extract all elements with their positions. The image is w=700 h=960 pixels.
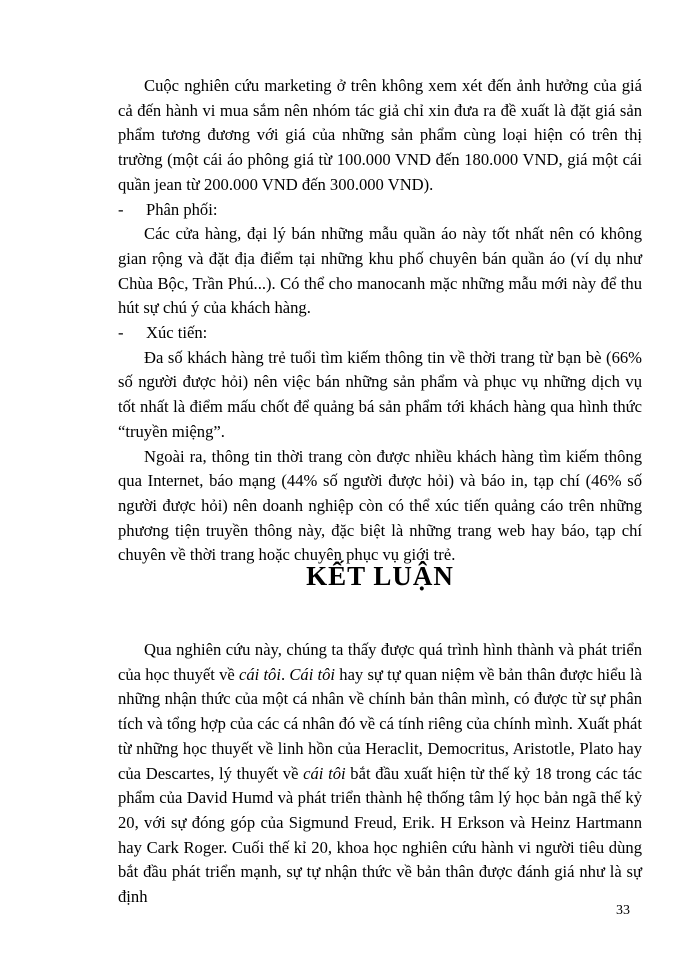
bullet-dash: - <box>118 199 124 219</box>
text-segment: Qua nghiên cứu này, chúng ta thấy được quá trình hình thành và phát triển của học thuyết về <box>118 640 642 684</box>
text-segment: hay sự tự quan niệm về bản thân được hiểu là những nhận thức của một cá nhân về chính bản thân mình, có được từ sự phân tích và tổng hợp của các cá nhân đó về cá tính riêng của chính mình. Xuất phát từ những học thuyết về linh hồn của Heraclit, Democritus, Aristotle, Plato hay của Descartes, lý thuyết về <box>118 664 642 783</box>
bullet-label: Phân phối: <box>146 199 218 219</box>
bullet-label: Xúc tiến: <box>146 323 208 343</box>
section-heading: KẾT LUẬN <box>306 561 454 591</box>
paragraph-conclusion <box>118 638 642 910</box>
emphasis-text: cái tôi <box>303 763 346 783</box>
emphasis-text: Cái tôi <box>289 664 336 684</box>
body-text-conclusion <box>118 638 642 910</box>
paragraph-promotion-media: Ngoài ra, thông tin thời trang còn được nhiều khách hàng tìm kiếm thông qua Internet, báo mạng (44% số người được hỏi) và báo in, tạp chí (46% số người được hỏi) nên doanh nghiệp còn có thể xúc tiến quảng cáo trên những phương tiện truyền thông này, đặc biệt là những trang web hay báo, tạp chí chuyên về thời trang hoặc chuyên phục vụ giới trẻ. <box>118 446 642 565</box>
paragraph-promotion-friends: Đa số khách hàng trẻ tuổi tìm kiếm thông tin về thời trang từ bạn bè (66% số người được hỏi) nên việc bán những sản phẩm và phục vụ những dịch vụ tốt nhất là điểm mấu chốt để quảng bá sản phẩm tới khách hàng qua hình thức “truyền miệng”. <box>118 347 642 441</box>
paragraph-pricing: Cuộc nghiên cứu marketing ở trên không xem xét đến ảnh hưởng của giá cả đến hành vi mua sắm nên nhóm tác giả chỉ xin đưa ra đề xuất là đặt giá sản phẩm tương đương với giá của những sản phẩm cùng loại hiện có trên thị trường (một cái áo phông giá từ 100.000 VND đến 180.000 VND, giá một cái quần jean từ 200.000 VND đến 300.000 VND). <box>118 76 642 194</box>
body-text-top <box>118 74 642 568</box>
bullet-distribution <box>118 198 642 223</box>
text-segment: . <box>280 664 290 684</box>
paragraph-distribution: Các cửa hàng, đại lý bán những mẫu quần áo này tốt nhất nên có không gian rộng và đặt địa điểm tại những khu phố chuyên bán quần áo (ví dụ như Chùa Bộc, Trần Phú...). Có thể cho manocanh mặc những mẫu mới này để thu hút sự chú ý của khách hàng. <box>118 224 642 318</box>
bullet-promotion <box>118 321 642 346</box>
bullet-dash: - <box>118 323 124 343</box>
text-segment: bắt đầu xuất hiện từ thế kỷ 18 trong các tác phẩm của David Humd và phát triển thành hệ thống tâm lý học bản ngã thế kỷ 20, với sự đóng góp của Sigmund Freud, Erik. H Erkson và Heinz Hartmann hay Cark Roger. Cuối thế kỉ 20, khoa học nghiên cứu hành vi người tiêu dùng bắt đầu phát triển mạnh, sự tự nhận thức về bản thân được đánh giá như là sự định <box>118 763 642 907</box>
emphasis-text: cái tôi <box>238 664 281 684</box>
page-number: 33 <box>616 903 630 918</box>
